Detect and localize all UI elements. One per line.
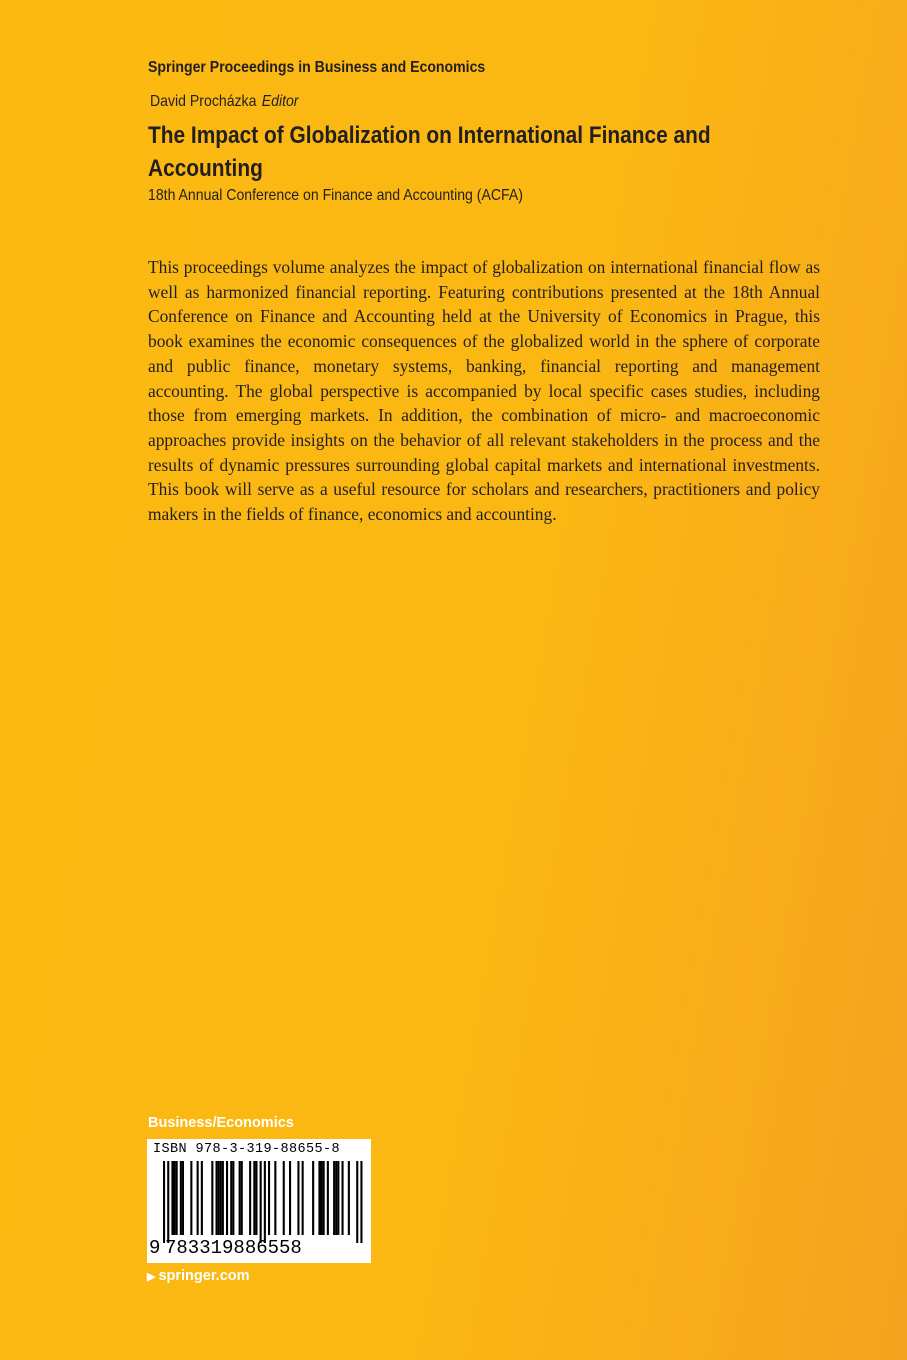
barcode-bar [171,1161,173,1235]
barcode-bar [197,1161,199,1235]
barcode-bar [180,1161,182,1235]
barcode-bar [323,1161,325,1235]
barcode-bar [264,1161,266,1243]
barcode-bar [255,1161,257,1235]
barcode-bar [232,1161,234,1235]
barcode-bar [333,1161,335,1235]
editor-role: Editor [261,93,299,110]
barcode-bar [249,1161,251,1235]
barcode-bar [241,1161,243,1235]
barcode-bar [216,1161,218,1235]
barcode-bar [211,1161,213,1235]
barcode-bar [253,1161,255,1235]
barcode-bar [302,1161,304,1235]
website-link[interactable] [147,1268,250,1284]
barcode-bar [274,1161,276,1235]
arrow-right-icon: ▶ [147,1271,156,1283]
barcode-bar [167,1161,169,1243]
blurb-text: This proceedings volume analyzes the impact of globalization on international financial flow as well as harmonized financial reporting. Featuring contributions presented at the 18th Annual Conference on Finance and Accounting held at the University of Economics in Prague, this book examines the economic consequences of the globalized world in the sphere of corporate and public finance, monetary systems, banking, financial reporting and management accounting. The global perspective is accompanied by local specific cases studies, including those from emerging markets. In addition, the combination of micro- and macroeconomic approaches provide insights on the behavior of all relevant stakeholders in the process and the results of dynamic pressures surrounding global capital markets and international investments. This book will serve as a useful resource for scholars and researchers, practitioners and policy makers in the fields of finance, economics and accounting. [148,257,820,525]
barcode-bar [356,1161,358,1243]
barcode-bar [327,1161,329,1235]
barcode-bar [283,1161,285,1235]
barcode-bar [176,1161,178,1235]
category-label: Business/Economics [148,1115,294,1131]
editor-line [150,93,299,111]
barcode-bar [260,1161,262,1243]
barcode-bar [360,1161,362,1243]
book-title: The Impact of Globalization on International Finance and Accounting [148,122,711,182]
editor-name: David Procházka [150,93,257,110]
ean-digits: 783319886558 [165,1237,302,1259]
barcode-bar [289,1161,291,1235]
barcode-bar [348,1161,350,1235]
barcode-bar [222,1161,224,1235]
barcode-bar [297,1161,299,1235]
barcode-bar [201,1161,203,1235]
series-name: Springer Proceedings in Business and Economics [148,59,486,76]
barcode-bar [268,1161,270,1235]
barcode-bar [342,1161,344,1235]
barcode-bar [220,1161,222,1235]
website-text: springer.com [158,1268,250,1284]
barcode-bar [321,1161,323,1235]
barcode-bar [163,1161,165,1243]
ean-first-digit: 9 [149,1237,161,1259]
barcode-bar [318,1161,320,1235]
isbn-label: ISBN 978-3-319-88655-8 [153,1142,341,1157]
barcode-bar [230,1161,232,1235]
barcode-bar [239,1161,241,1235]
barcode-bar [335,1161,337,1235]
barcode-bar [218,1161,220,1235]
barcode-bar [190,1161,192,1235]
barcode-box [147,1139,371,1263]
barcode-bar [182,1161,184,1235]
barcode-bar [312,1161,314,1235]
barcode-bar [226,1161,228,1235]
barcode-bar [337,1161,339,1235]
barcode-bar [174,1161,176,1235]
book-subtitle: 18th Annual Conference on Finance and Accounting (ACFA) [148,187,523,204]
